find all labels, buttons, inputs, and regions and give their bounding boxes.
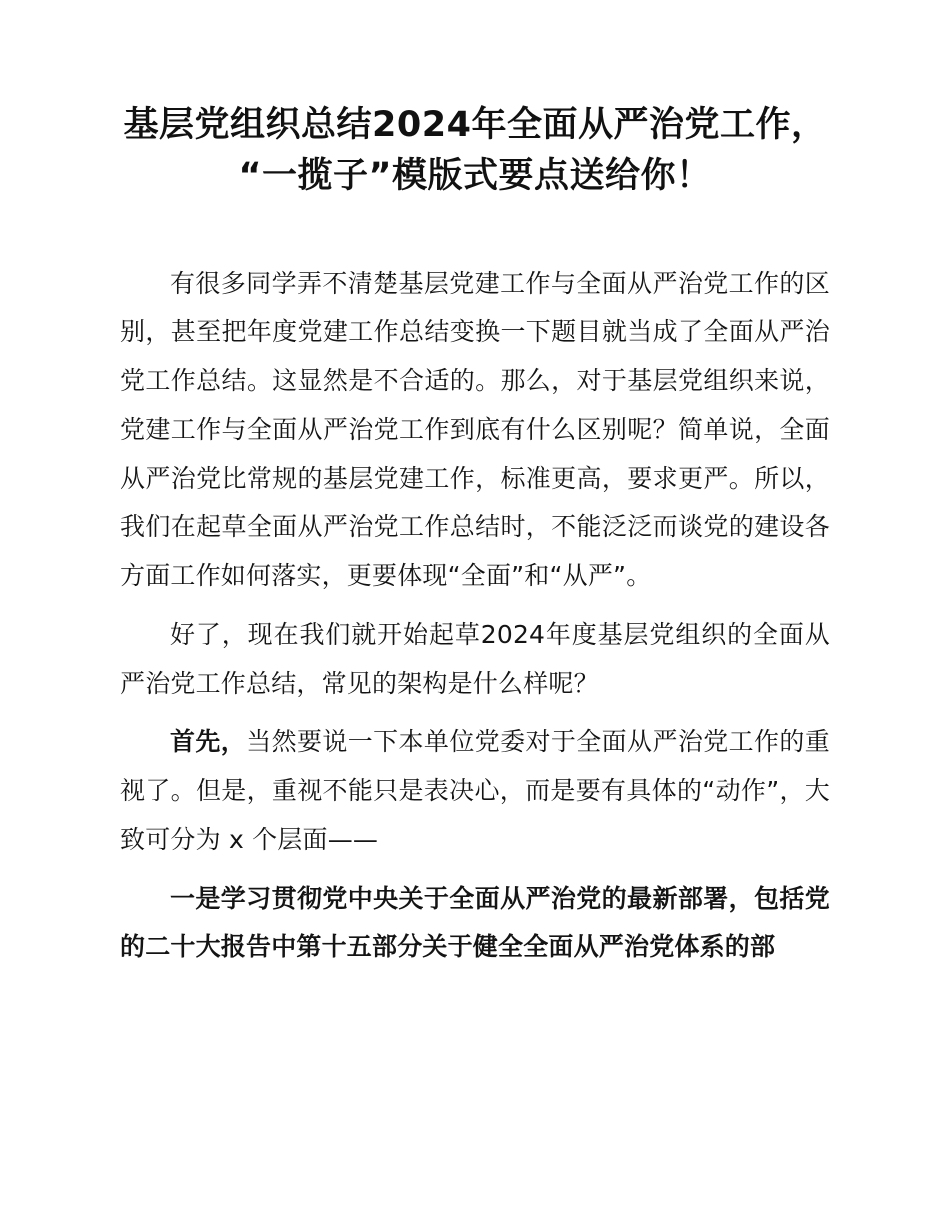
paragraph-1: 有很多同学弄不清楚基层党建工作与全面从严治党工作的区别，甚至把年度党建工作总结变换一下题目就当成了全面从严治党工作总结。这显然是不合适的。那么，对于基层党组织来说，党建工作与全面从严治党工作到底有什么区别呢？简单说，全面从严治党比常规的基层党建工作，标准更高，要求更严。所以，我们在起草全面从严治党工作总结时，不能泛泛而谈党的建设各方面工作如何落实，更要体现“全面”和“从严”。: [120, 268, 830, 590]
page-title-line-2: “一揽子”模版式要点送给你！: [238, 155, 712, 196]
paragraph-3-lead: 首先，: [170, 727, 247, 757]
paragraph-2: 好了，现在我们就开始起草2024年度基层党组织的全面从严治党工作总结，常见的架构是什么样呢？: [120, 619, 830, 698]
paragraph-4: 一是学习贯彻党中央关于全面从严治党的最新部署，包括党的二十大报告中第十五部分关于健全全面从严治党体系的部: [120, 883, 830, 962]
page-title: [120, 100, 830, 202]
paragraph-3-text: 当然要说一下本单位党委对于全面从严治党工作的重视了。但是，重视不能只是表决心，而是要有具体的“动作”，大致可分为 x 个层面——: [120, 727, 830, 854]
page-title-line-1: 基层党组织总结2024年全面从严治党工作，: [123, 105, 827, 145]
paragraph-3: [120, 718, 830, 864]
